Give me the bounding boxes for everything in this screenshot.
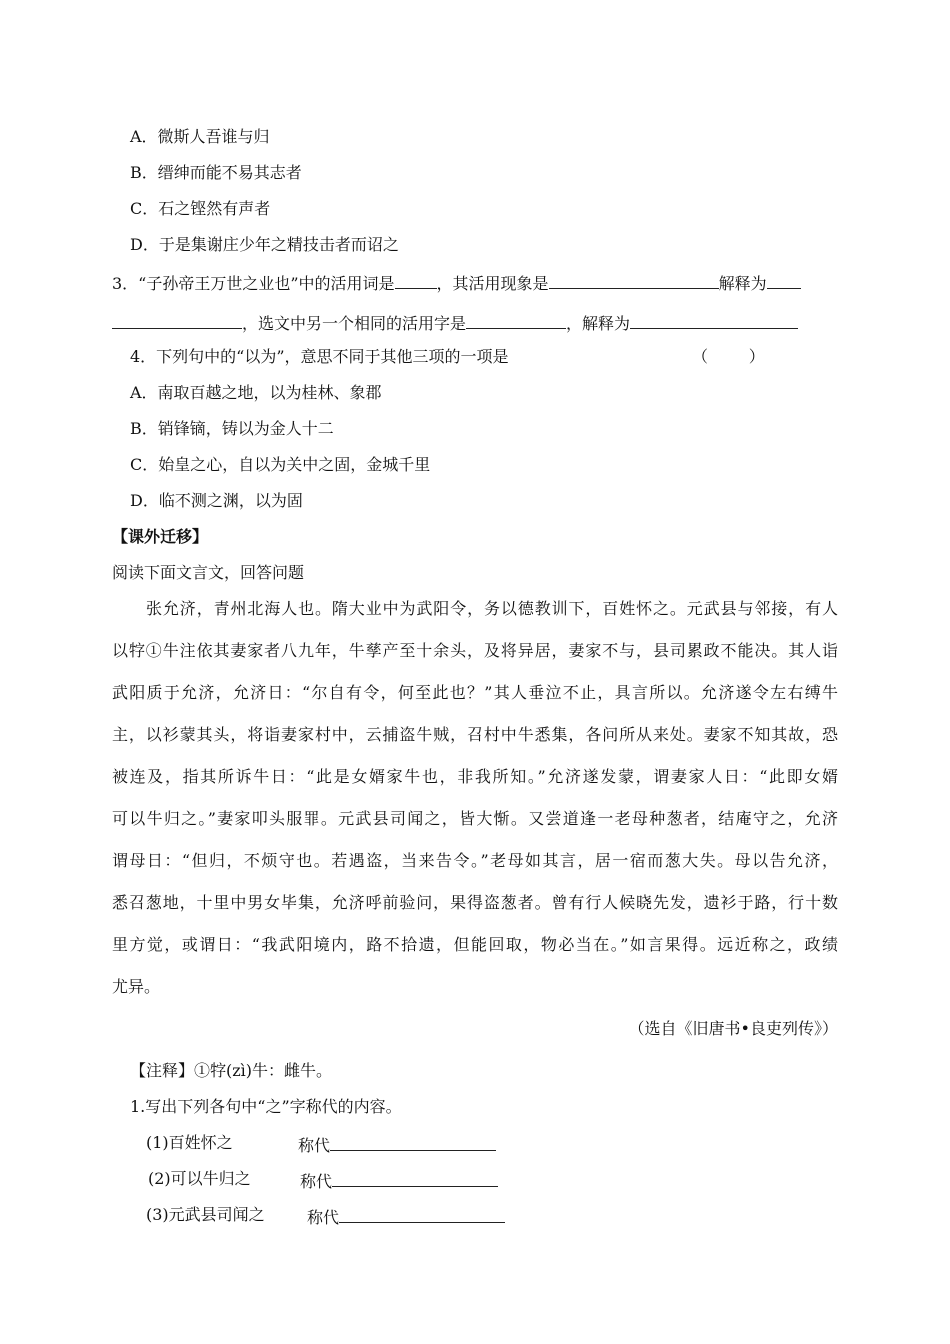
answer-blank[interactable]: [332, 1169, 498, 1187]
passage-line: 以牸①牛注依其妻家者八九年，牛孳产至十余头，及将异居，妻家不与，县司累政不能决。其人诣: [112, 641, 838, 660]
q1-item-sentence: (2)可以牛归之: [148, 1169, 251, 1188]
passage-line: 悉召葱地，十里中男女毕集，允济呼前验问，果得盗葱者。曾有行人候晓先发，遗衫于路，行十数: [112, 893, 838, 912]
option-a: A．微斯人吾谁与归: [130, 127, 270, 146]
q4-option-b: B．销锋镝，铸以为金人十二: [130, 419, 334, 438]
passage-line: 主，以衫蒙其头，将诣妻家村中，云捕盗牛贼，召村中牛悉集，各问所从来处。妻家不知其故，恐: [112, 725, 838, 744]
q4-option-a: A．南取百越之地，以为桂林、象郡: [130, 383, 382, 402]
passage-line: 尤异。: [112, 977, 161, 996]
answer-blank[interactable]: [112, 311, 242, 329]
option-d: D．于是集谢庄少年之精技击者而诏之: [130, 235, 399, 254]
q3-text-4: ，选文中另一个相同的活用字是: [242, 314, 467, 333]
question-3-line-1: [112, 271, 801, 294]
answer-blank[interactable]: [395, 271, 437, 289]
passage-line: 谓母日：“但归，不烦守也。若遇盗，当来告令。”老母如其言，居一宿而葱大失。母以告允济，: [112, 851, 838, 870]
q1-item-answer: [298, 1133, 496, 1156]
question-4-stem: 4．下列句中的“以为”，意思不同于其他三项的一项是: [130, 347, 509, 366]
answer-blank[interactable]: [767, 271, 801, 289]
q3-text-1: 3．“子孙帝王万世之业也”中的活用词是: [112, 274, 395, 293]
q1-item-label: 称代: [300, 1172, 333, 1191]
q1-item-sentence: (3)元武县司闻之: [146, 1205, 265, 1224]
passage-line: 武阳质于允济，允济日：“尔自有令，何至此也？”其人垂泣不止，具言所以。允济遂令左右缚牛: [112, 683, 838, 702]
annotation-note: 【注释】①牸(zì)牛：雌牛。: [130, 1061, 333, 1080]
q1-item-answer: [300, 1169, 498, 1192]
q3-text-5: ，解释为: [566, 314, 631, 333]
q4-option-c: C．始皇之心，自以为关中之固，金城千里: [130, 455, 431, 474]
answer-blank[interactable]: [466, 311, 566, 329]
option-c: C．石之铿然有声者: [130, 199, 271, 218]
passage-line: 张允济，青州北海人也。隋大业中为武阳令，务以德教训下，百姓怀之。元武县与邻接，有人: [146, 599, 838, 618]
question-1-stem: 1.写出下列各句中“之”字称代的内容。: [130, 1097, 402, 1116]
passage-line: 里方觉，或谓日：“我武阳境内，路不拾遗，但能回取，物必当在。”如言果得。远近称之，政绩: [112, 935, 838, 954]
question-3-line-2: [112, 311, 798, 334]
answer-parentheses[interactable]: （ ）: [692, 347, 765, 366]
source-citation: （选自《旧唐书•良吏列传》）: [628, 1019, 838, 1038]
answer-blank[interactable]: [630, 311, 798, 329]
q4-option-d: D．临不测之渊，以为固: [130, 491, 303, 510]
passage-line: 可以牛归之。”妻家叩头服罪。元武县司闻之，皆大惭。又尝道逢一老母种葱者，结庵守之，允济: [112, 809, 838, 828]
section-title: 【课外迁移】: [112, 527, 209, 546]
answer-blank[interactable]: [339, 1205, 505, 1223]
q3-text-3: 解释为: [718, 274, 767, 293]
q3-text-2: ，其活用现象是: [436, 274, 549, 293]
passage-line: 被连及，指其所诉牛日：“此是女婿家牛也，非我所知。”允济遂发蒙，谓妻家人日：“此即女婿: [112, 767, 838, 786]
reading-instruction: 阅读下面文言文，回答问题: [112, 563, 305, 582]
q1-item-answer: [307, 1205, 505, 1228]
q1-item-label: 称代: [298, 1136, 331, 1155]
q1-item-label: 称代: [307, 1208, 340, 1227]
q1-item-sentence: (1)百姓怀之: [146, 1133, 233, 1152]
answer-blank[interactable]: [330, 1133, 496, 1151]
answer-blank[interactable]: [549, 271, 719, 289]
option-b: B．缙绅而能不易其志者: [130, 163, 302, 182]
